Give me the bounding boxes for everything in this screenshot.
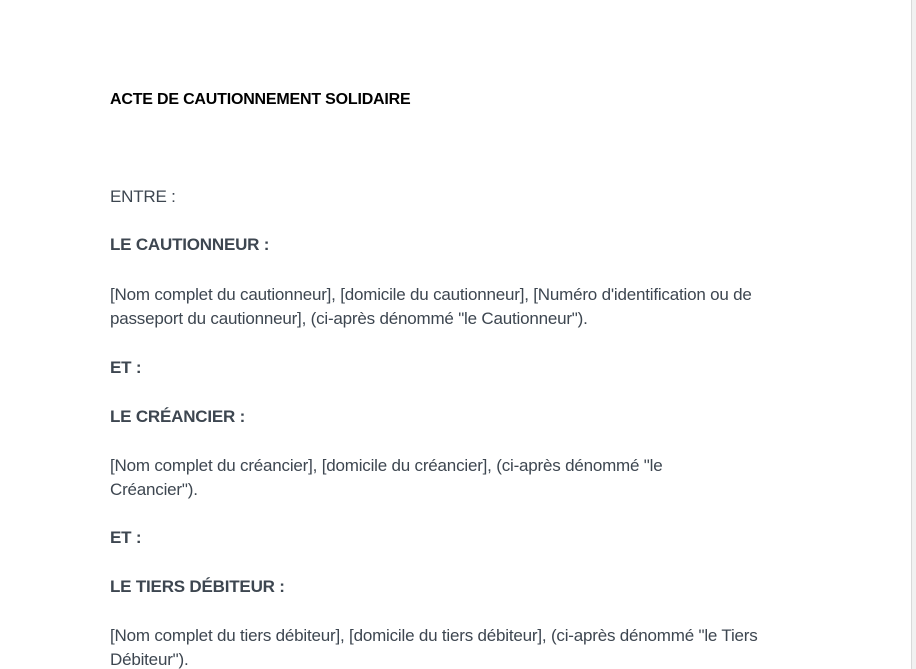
et-label-2: ET : [110,528,142,547]
creancier-paragraph: [Nom complet du créancier], [domicile du créancier], (ci-après dénommé "le Créancier"). [110,456,663,499]
document-title: ACTE DE CAUTIONNEMENT SOLIDAIRE [110,91,411,108]
entre-label: ENTRE : [110,187,176,206]
et-label-1: ET : [110,358,142,377]
debiteur-heading: LE TIERS DÉBITEUR : [110,577,285,596]
cautionneur-heading: LE CAUTIONNEUR : [110,235,270,254]
creancier-heading: LE CRÉANCIER : [110,407,246,426]
cautionneur-paragraph: [Nom complet du cautionneur], [domicile du cautionneur], [Numéro d'identification ou de passeport du cautionneur], (ci-après dénommé "le Cautionneur"). [110,285,752,328]
debiteur-paragraph: [Nom complet du tiers débiteur], [domicile du tiers débiteur], (ci-après dénommé "le Tiers Débiteur"). [110,626,758,669]
